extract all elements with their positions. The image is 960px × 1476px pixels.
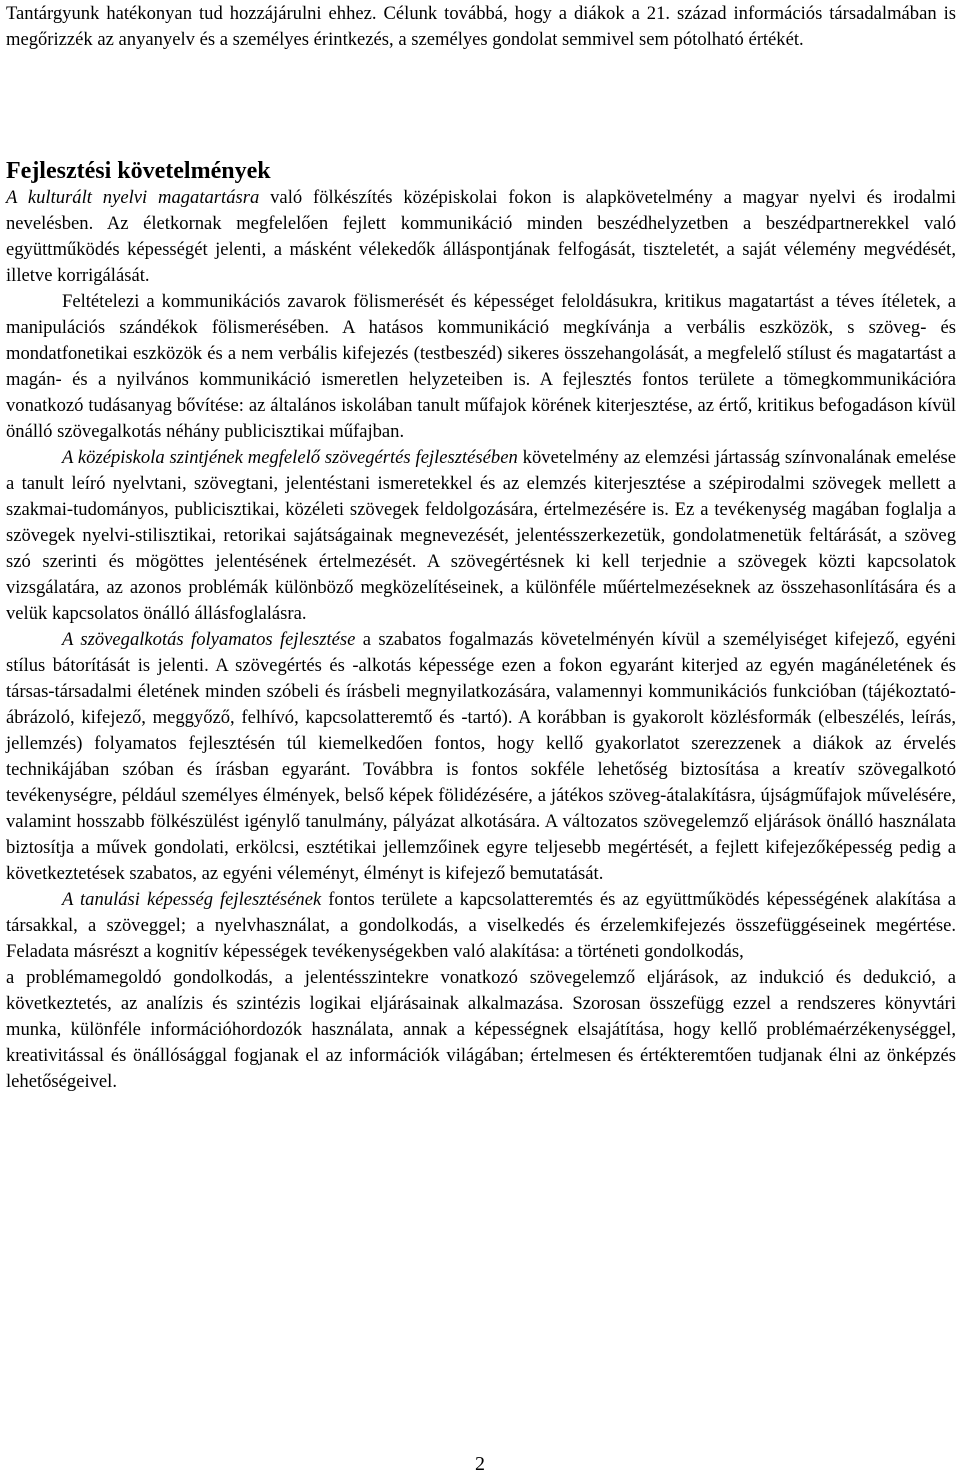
paragraph-emphasis: A szövegalkotás folyamatos fejlesztése	[62, 629, 356, 650]
paragraph-emphasis: A középiskola szintjének megfelelő szövegértés fejlesztésében	[62, 447, 518, 468]
paragraph-szovegalkotas	[6, 627, 956, 887]
paragraph-emphasis: A tanulási képesség fejlesztésének	[62, 889, 322, 910]
paragraph-text: fontos területe a kapcsolatteremtés és az együttműködés képességének alakítása a társakkal, a szöveggel; a nyelvhasználat, a gondolkodás, a viselkedés és érzelemkifejezés összefüggéseinek megértése. Feladata másrészt a kognitív képességek tevékenységekben való alakítása: a történeti gondolkodás,	[6, 889, 956, 962]
body-text	[6, 185, 956, 1095]
paragraph-problemamegoldo: a problémamegoldó gondolkodás, a jelentésszintekre vonatkozó szövegelemző eljárások, az indukció és dedukció, a következtetés, az analízis és szintézis logikai eljárásainak alkalmazása. Szorosan összefügg ezzel a rendszeres könyvtári munka, különféle információhordozók használata, annak a képességnek elsajátítása, hogy kellő problémaérzékenységgel, kreativitással és önállósággal fogjanak el az információk világában; értelmesen és értékteremtően tudjanak élni az önképzés lehetőségeivel.	[6, 967, 956, 1092]
paragraph-kommunikacios-zavarok: Feltételezi a kommunikációs zavarok fölismerését és képességet feloldásukra, kritikus magatartást a téves ítéletek, a manipulációs szándékok fölismerésében. A hatásos kommunikáció megkívánja a verbális eszközök, s szöveg- és mondatfonetikai eszközök és a nem verbális kifejezés (testbeszéd) sikeres összehangolását, a megfelelő stílust és magatartást a magán- és a nyilvános kommunikáció ismeretlen helyzeteiben is. A fejlesztés fontos területe a tömegkommunikációra vonatkozó tudásanyag bővítése: az általános iskolában tanult műfajok körének kiterjesztése, az értő, kritikus befogadáson kívül önálló szövegalkotás néhány publicisztikai műfajban.	[6, 291, 956, 442]
page-number: 2	[475, 1453, 485, 1475]
intro-paragraph: Tantárgyunk hatékonyan tud hozzájárulni ehhez. Célunk továbbá, hogy a diákok a 21. század információs társadalmában is megőrizzék az anyanyelv és a személyes érintkezés, a személyes gondolat semmivel sem pótolható értékét.	[6, 3, 956, 50]
paragraph-szovegertes	[6, 445, 956, 627]
document-page	[6, 0, 957, 1092]
paragraph-text: való fölkészítés középiskolai fokon is alapkövetelmény a magyar nyelvi és irodalmi nevelésben. Az életkornak megfelelően fejlett kommunikáció minden beszédhelyzetben a beszédpartnerekkel való együttműködés képességét jelenti, a másként vélekedők álláspontjának felfogását, tiszteletét, a saját vélemény megvédését, illetve korrigálását.	[6, 187, 956, 286]
paragraph-text: a szabatos fogalmazás követelményén kívül a személyiséget kifejező, egyéni stílus bátorítását is jelenti. A szövegértés és -alkotás képessége ezen a fokon egyaránt kiterjed az egyén magánéletének és társas-társadalmi életének minden szóbeli és írásbeli megnyilatkozására, valamennyi kommunikációs funkcióban (tájékoztató-ábrázoló, kifejező, meggyőző, felhívó, kapcsolatteremtő és -tartó). A korábban is gyakorolt közlésformák (elbeszélés, leírás, jellemzés) folyamatos fejlesztésén túl kiemelkedően fontos, hogy kellő gyakorlatot szerezzenek a diákok az érvelés technikájában szóban és írásban egyaránt. Továbbra is fontos sokféle lehetőség biztosítása a kreatív szövegalkotó tevékenységre, például személyes élmények, belső képek fölidézésére, a játékos szöveg-átalakításra, újságműfajok művelésére, valamint hosszabb fölkészülést igénylő tanulmány, pályázat alkotására. A változatos szövegelemző eljárások önálló használata biztosítja a művek gondolati, erkölcsi, esztétikai jellemzőinek egyre teljesebb megértését, a fejlett kifejezőképesség pedig a következtetések szabatos, az egyéni véleményt, élményt is kifejező bemutatását.	[6, 629, 957, 884]
paragraph-kulturalt-nyelvi	[6, 185, 956, 289]
paragraph-tanulasi-kepesseg	[6, 887, 956, 965]
section-heading: Fejlesztési követelmények	[6, 158, 271, 184]
paragraph-text: követelmény az elemzési jártasság színvonalának emelése a tanult leíró nyelvtani, szövegtani, jelentéstani ismeretekkel és az elemzés kiterjesztése a szépirodalmi szövegek mellett a szakmai-tudományos, publicisztikai, közéleti szövegek feldolgozására, értelmezésére is. Ez a tevékenység magában foglalja a szövegek nyelvi-stilisztikai, retorikai sajátságainak megnevezését, jelentésszerkezetük, gondolatmenetük feltárását, a szöveg szó szerinti és mögöttes jelentésének értelmezését. A szövegértésnek ki kell terjednie a szövegek közti kapcsolatok vizsgálatára, az azonos problémák különböző megközelítéseinek, a különféle műértelmezéseknek az összehasonlítására és a velük kapcsolatos önálló állásfoglalásra.	[6, 447, 957, 624]
paragraph-emphasis: A kulturált nyelvi magatartásra	[6, 187, 260, 208]
